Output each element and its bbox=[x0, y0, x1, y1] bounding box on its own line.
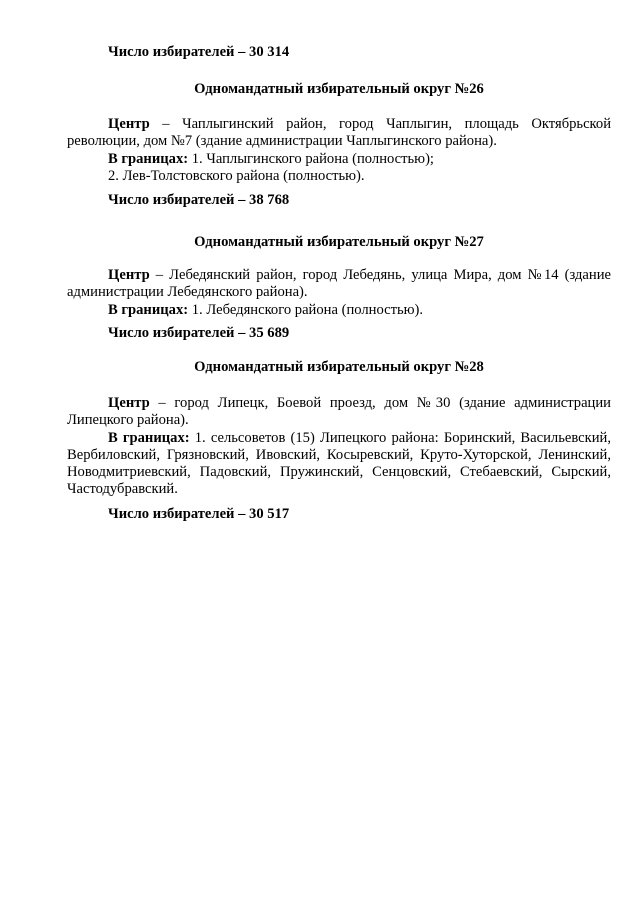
voters-count-26: Число избирателей – 38 768 bbox=[108, 192, 290, 208]
voters-count-28: Число избирателей – 30 517 bbox=[108, 506, 290, 522]
center-text: – Чаплыгинский район, город Чаплыгин, площадь Октябрьской революции, дом №7 (здание администрации Чаплыгинского района). bbox=[67, 116, 611, 149]
center-text: – Лебедянский район, город Лебедянь, улица Мира, дом №14 (здание администрации Лебедянского района). bbox=[67, 267, 611, 300]
bounds-label: В границах: bbox=[108, 430, 190, 446]
district-title-26: Одномандатный избирательный округ №26 bbox=[194, 81, 484, 97]
district-center-28 bbox=[67, 395, 611, 429]
district-title-28: Одномандатный избирательный округ №28 bbox=[194, 359, 484, 375]
bounds-text: 1. сельсоветов (15) Липецкого района: Боринский, Васильевский, Вербиловский, Грязновский, Ивовский, Косыревский, Круто-Хуторской, Ленинский, Новодмитриевский, Падовский, Пружинский, Сенцовский, Стебаевский, Сырский, Частодубравский. bbox=[67, 430, 611, 497]
center-label: Центр bbox=[108, 116, 150, 132]
bounds-label: В границах: bbox=[108, 302, 189, 318]
district-bounds-extra-26: 2. Лев-Толстовского района (полностью). bbox=[108, 168, 365, 184]
voters-count-25: Число избирателей – 30 314 bbox=[108, 44, 290, 60]
district-center-26 bbox=[67, 116, 611, 150]
bounds-label: В границах: bbox=[108, 151, 189, 167]
center-label: Центр bbox=[108, 267, 150, 283]
district-center-27 bbox=[67, 267, 611, 301]
bounds-text: 1. Лебедянского района (полностью). bbox=[188, 302, 424, 318]
center-text: – город Липецк, Боевой проезд, дом №30 (здание администрации Липецкого района). bbox=[67, 395, 611, 428]
bounds-text: 1. Чаплыгинского района (полностью); bbox=[188, 151, 434, 167]
district-bounds-26 bbox=[67, 151, 611, 168]
district-bounds-27 bbox=[67, 302, 611, 319]
voters-count-27: Число избирателей – 35 689 bbox=[108, 325, 290, 341]
center-label: Центр bbox=[108, 395, 150, 411]
district-title-27: Одномандатный избирательный округ №27 bbox=[194, 234, 484, 250]
district-bounds-28 bbox=[67, 430, 611, 498]
